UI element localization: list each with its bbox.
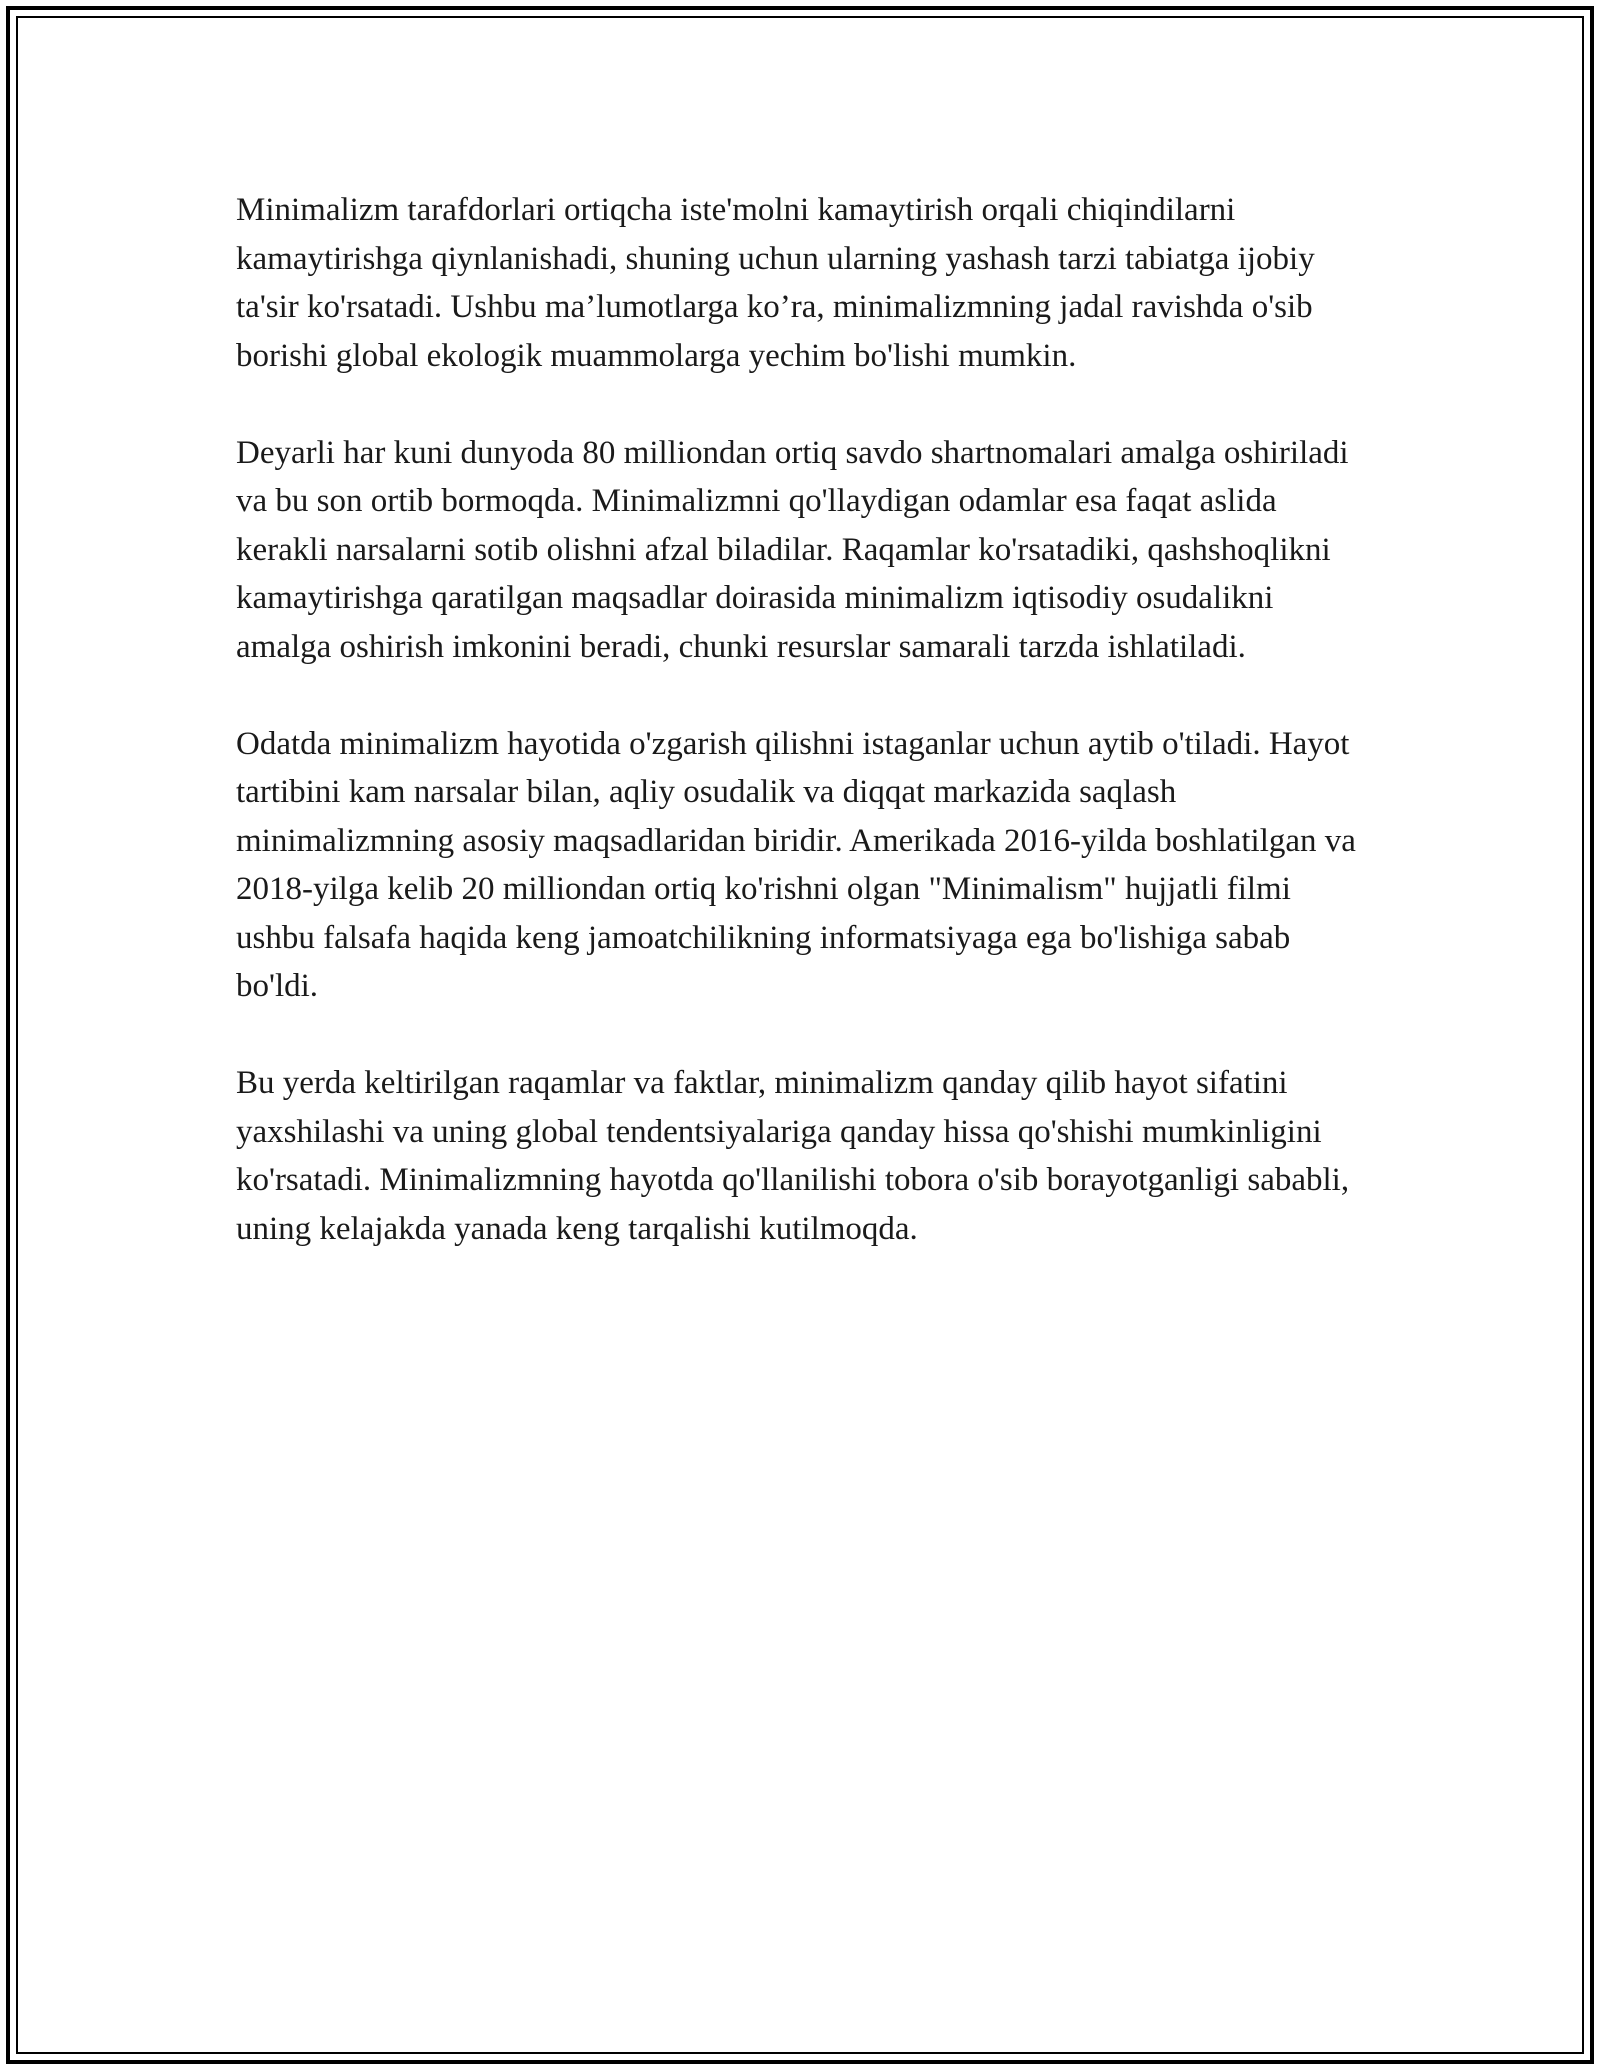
- document-body: [236, 186, 1376, 1302]
- paragraph-3: Odatda minimalizm hayotida o'zgarish qilishni istaganlar uchun aytib o'tiladi. Hayot tartibini kam narsalar bilan, aqliy osudalik va diqqat markazida saqlash minimalizmning asosiy maqsadlaridan biridir. Amerikada 2016-yilda boshlatilgan va 2018-yilga kelib 20 milliondan ortiq ko'rishni olgan "Minimalism" hujjatli filmi ushbu falsafa haqida keng jamoatchilikning informatsiyaga ega bo'lishiga sabab bo'ldi.: [236, 725, 1356, 1004]
- paragraph-2: Deyarli har kuni dunyoda 80 milliondan ortiq savdo shartnomalari amalga oshiriladi va bu son ortib bormoqda. Minimalizmni qo'llaydigan odamlar esa faqat aslida kerakli narsalarni sotib olishni afzal biladilar. Raqamlar ko'rsatadiki, qashshoqlikni kamaytirishga qaratilgan maqsadlar doirasida minimalizm iqtisodiy osudalikni amalga oshirish imkonini beradi, chunki resurslar samarali tarzda ishlatiladi.: [236, 434, 1349, 665]
- paragraph-4: Bu yerda keltirilgan raqamlar va faktlar, minimalizm qanday qilib hayot sifatini yaxshilashi va uning global tendentsiyalariga qanday hissa qo'shishi mumkinligini ko'rsatadi. Minimalizmning hayotda qo'llanilishi tobora o'sib borayotganligi sababli, uning kelajakda yanada keng tarqalishi kutilmoqda.: [236, 1065, 1350, 1247]
- paragraph-1: Minimalizm tarafdorlari ortiqcha iste'molni kamaytirish orqali chiqindilarni kamaytirishga qiynlanishadi, shuning uchun ularning yashash tarzi tabiatga ijobiy ta'sir ko'rsatadi. Ushbu ma’lumotlarga ko’ra, minimalizmning jadal ravishda o'sib borishi global ekologik muammolarga yechim bo'lishi mumkin.: [236, 192, 1315, 374]
